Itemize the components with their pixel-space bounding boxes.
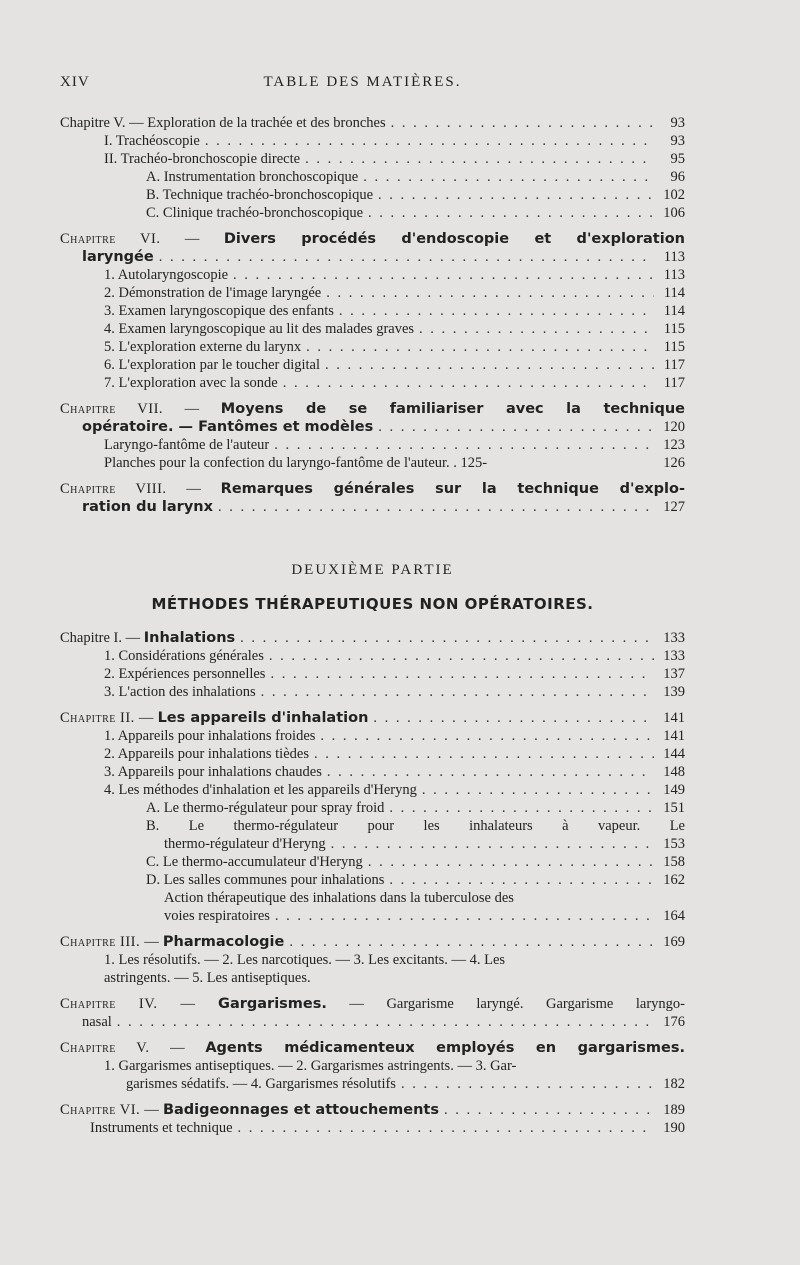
chapter-number: Chapitre V. — xyxy=(60,115,144,131)
toc-chapter-heading: Chapitre VI. — Divers procédés d'endoscopie et d'exploration xyxy=(60,231,685,247)
toc-content xyxy=(60,114,685,1137)
toc-item: 1. Considérations générales . . . 133 xyxy=(60,647,685,665)
toc-subitem: B. Le thermo-régulateur pour les inhalateurs à vapeur. Le xyxy=(146,818,685,834)
page-header xyxy=(60,74,665,96)
toc-item: astringents. — 5. Les antiseptiques. xyxy=(104,970,311,986)
toc-item: 4. Examen laryngoscopique au lit des malades graves . . . 115 xyxy=(60,320,685,338)
toc-item: Instruments et technique . . . 190 xyxy=(60,1119,685,1137)
toc-subitem: thermo-régulateur d'Heryng . . . 153 xyxy=(60,835,685,853)
toc-chapter-row: Chapitre III. — Pharmacologie . . . 169 xyxy=(60,933,685,951)
toc-chapter-heading: Chapitre IV. — Gargarismes. — Gargarisme laryngé. Gargarisme laryngo- xyxy=(60,996,686,1012)
toc-subitem: B. Technique trachéo-bronchoscopique . . . 102 xyxy=(60,186,685,204)
toc-subitem: D. Les salles communes pour inhalations . . . 162 xyxy=(60,871,685,889)
page-ref: 93 xyxy=(670,115,685,131)
toc-chapter-heading: Chapitre VII. — Moyens de se familiariser avec la technique xyxy=(60,401,686,417)
chapter-title: Exploration de la trachée et des bronches xyxy=(147,115,386,131)
toc-item: 1. Autolaryngoscopie . . . 113 xyxy=(60,266,685,284)
toc-item: 3. Appareils pour inhalations chaudes . . . 148 xyxy=(60,763,685,781)
toc-subitem: C. Le thermo-accumulateur d'Heryng . . . 158 xyxy=(60,853,685,871)
toc-item: II. Trachéo-bronchoscopie directe . . . 95 xyxy=(60,150,685,168)
toc-chapter-row: Chapitre I. — Inhalations . . . 133 xyxy=(60,629,685,647)
toc-item: 4. Les méthodes d'inhalation et les appareils d'Heryng . . . 149 xyxy=(60,781,685,799)
running-title: TABLE DES MATIÈRES. xyxy=(263,74,462,90)
toc-item: garismes sédatifs. — 4. Gargarismes résolutifs . . . 182 xyxy=(60,1075,685,1093)
toc-chapter-row: ration du larynx . . . 127 xyxy=(60,498,685,516)
toc-item: 3. L'action des inhalations . . . 139 xyxy=(60,683,685,701)
toc-chapter-row: Chapitre VI. — Badigeonnages et attouchements . . . 189 xyxy=(60,1101,685,1119)
toc-item: I. Trachéoscopie . . . 93 xyxy=(60,132,685,150)
toc-subitem: voies respiratoires . . . 164 xyxy=(60,907,685,925)
toc-chapter-row: laryngée . . . 113 xyxy=(60,248,685,266)
dot-leader xyxy=(391,114,654,132)
toc-chapter-row: opératoire. — Fantômes et modèles . . . 120 xyxy=(60,418,685,436)
toc-item: 6. L'exploration par le toucher digital . . . 117 xyxy=(60,356,685,374)
toc-item: 1. Les résolutifs. — 2. Les narcotiques. — 3. Les excitants. — 4. Les xyxy=(104,952,506,968)
toc-item: 7. L'exploration avec la sonde . . . 117 xyxy=(60,374,685,392)
toc-item: 1. Appareils pour inhalations froides . . . 141 xyxy=(60,727,685,745)
part-title: MÉTHODES THÉRAPEUTIQUES NON OPÉRATOIRES. xyxy=(151,595,594,613)
page-number: XIV xyxy=(60,74,90,90)
toc-subitem: C. Clinique trachéo-bronchoscopique . . . 106 xyxy=(60,204,685,222)
toc-item: Laryngo-fantôme de l'auteur . . . 123 xyxy=(60,436,685,454)
toc-item: 5. L'exploration externe du larynx . . . 115 xyxy=(60,338,685,356)
toc-chapter-row: Chapitre II. — Les appareils d'inhalation . . . 141 xyxy=(60,709,685,727)
toc-subitem: A. Instrumentation bronchoscopique . . . 96 xyxy=(60,168,685,186)
toc-subitem: A. Le thermo-régulateur pour spray froid . . . 151 xyxy=(60,799,685,817)
part-label: DEUXIÈME PARTIE xyxy=(291,562,454,578)
toc-item: Planches pour la confection du laryngo-fantôme de l'auteur. . 125- 126 xyxy=(104,455,685,471)
toc-item: 2. Démonstration de l'image laryngée . . . 114 xyxy=(60,284,685,302)
toc-chapter-row xyxy=(60,114,685,132)
toc-item: 3. Examen laryngoscopique des enfants . . . 114 xyxy=(60,302,685,320)
toc-chapter-heading: Chapitre V. — Agents médicamenteux employés en gargarismes. xyxy=(60,1040,685,1056)
toc-chapter-heading: Chapitre VIII. — Remarques générales sur la technique d'explo- xyxy=(60,481,685,497)
toc-item: 2. Expériences personnelles . . . 137 xyxy=(60,665,685,683)
toc-item: 2. Appareils pour inhalations tièdes . . . 144 xyxy=(60,745,685,763)
toc-subitem: Action thérapeutique des inhalations dans la tuberculose des xyxy=(164,890,514,906)
toc-chapter-row: nasal . . . 176 xyxy=(60,1013,685,1031)
toc-item: 1. Gargarismes antiseptiques. — 2. Gargarismes astringents. — 3. Gar- xyxy=(104,1058,517,1074)
